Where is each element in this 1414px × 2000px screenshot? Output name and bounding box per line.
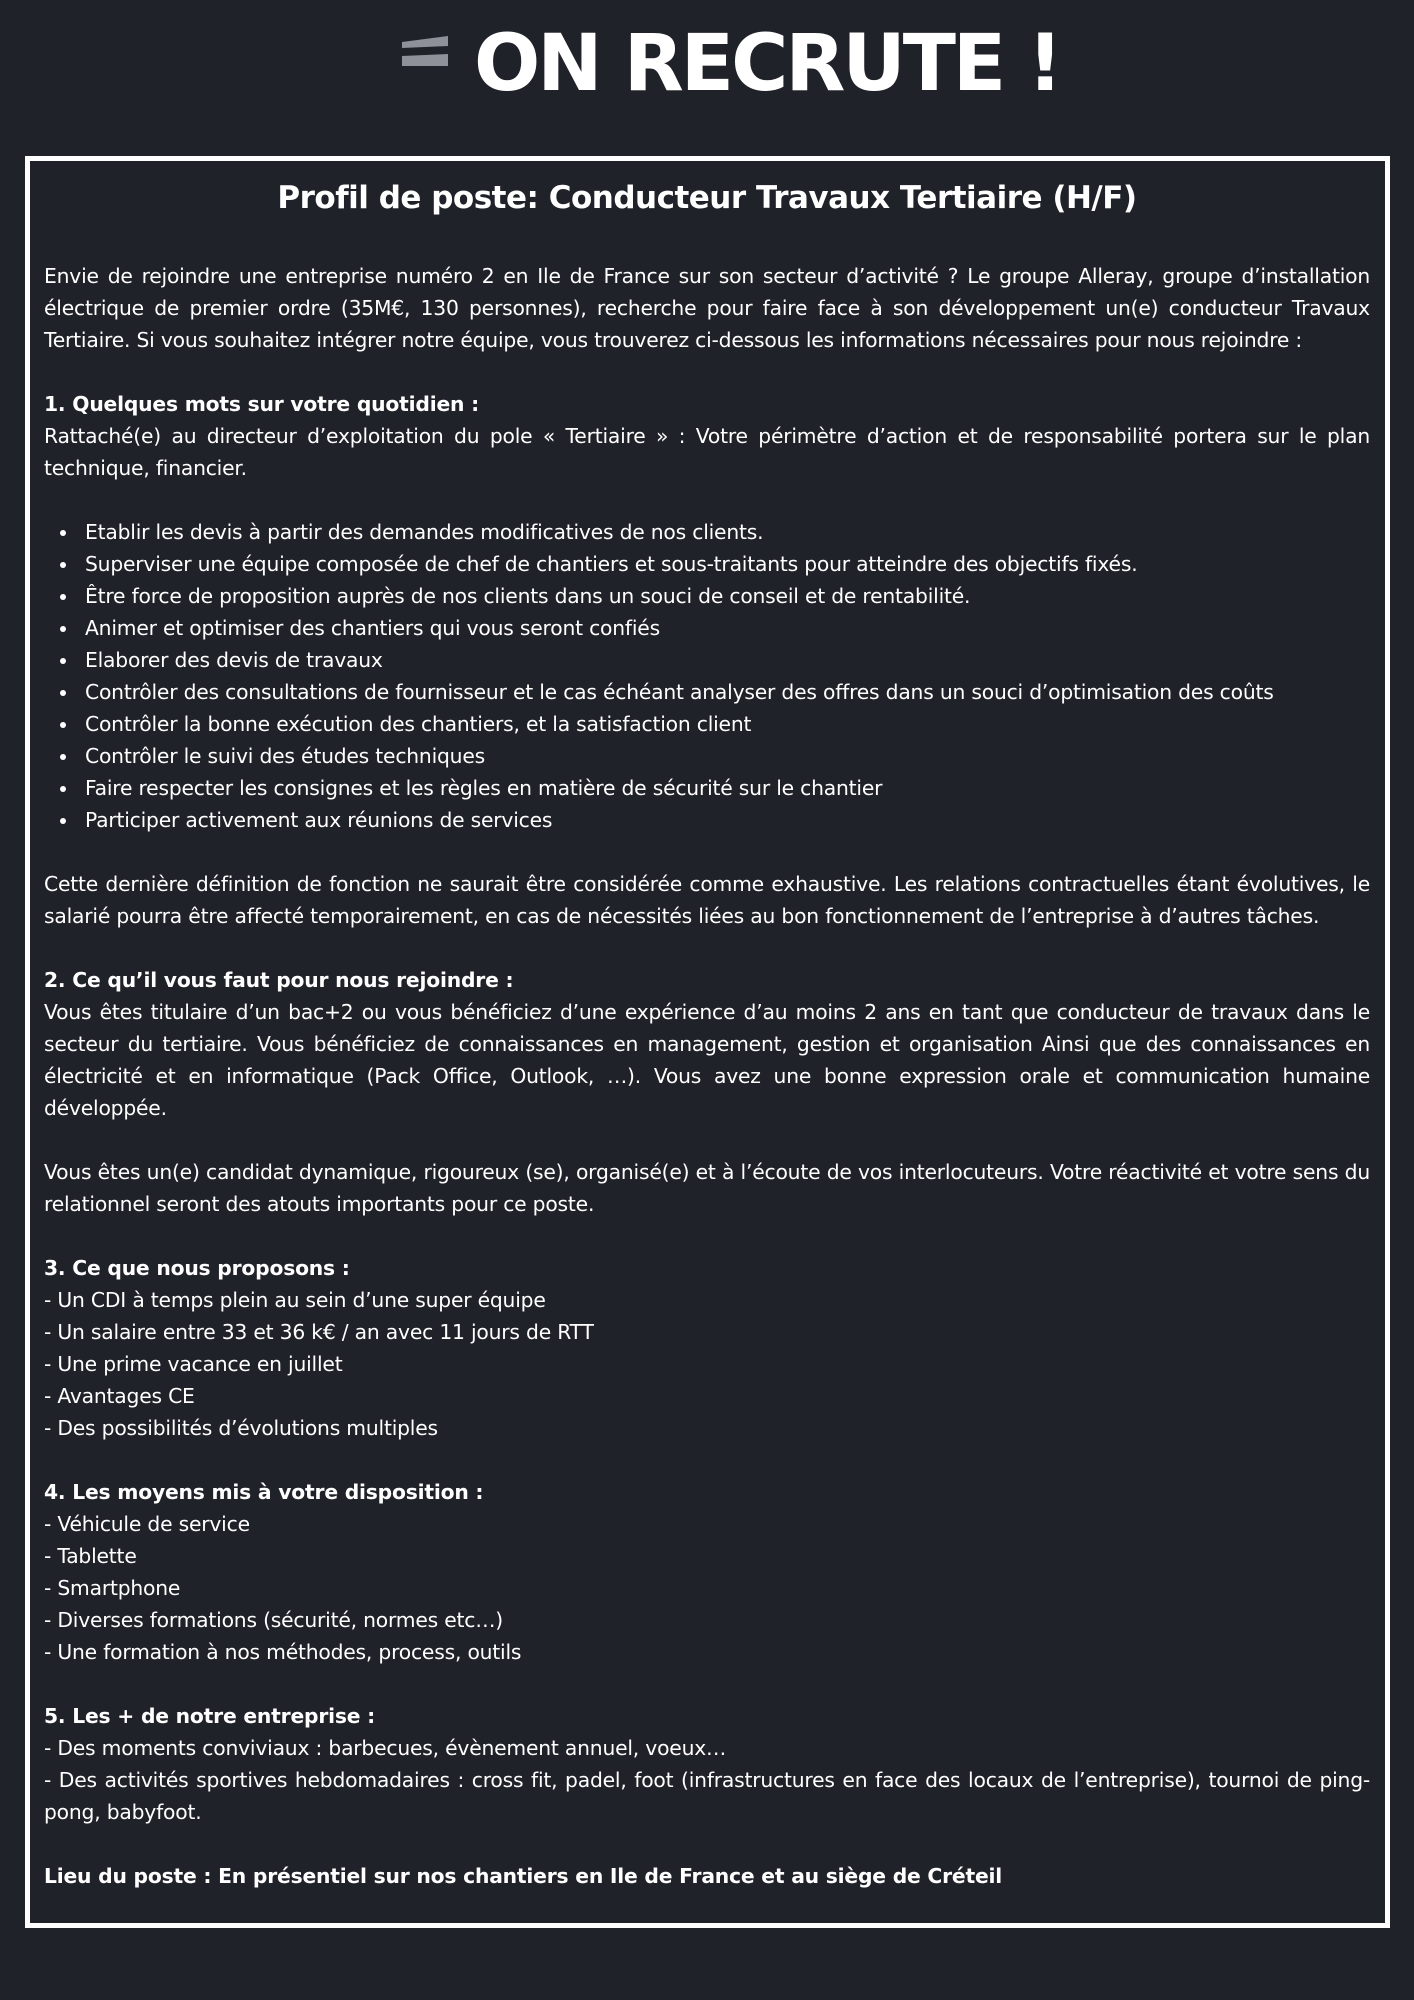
list-item: - Smartphone: [44, 1576, 181, 1600]
page-header: [0, 0, 1414, 150]
list-item: - Une prime vacance en juillet: [44, 1352, 343, 1376]
list-item: - Un salaire entre 33 et 36 k€ / an avec 11 jours de RTT: [44, 1320, 594, 1344]
list-item: Être force de proposition auprès de nos clients dans un souci de conseil et de rentabilité.: [44, 580, 1370, 612]
list-item: Etablir les devis à partir des demandes modificatives de nos clients.: [44, 516, 1370, 548]
list-item: - Des moments conviviaux : barbecues, évènement annuel, voeux…: [44, 1736, 727, 1760]
list-item: - Un CDI à temps plein au sein d’une super équipe: [44, 1288, 546, 1312]
spacer: [44, 356, 1370, 388]
spacer: [44, 484, 1370, 516]
section1-note: Cette dernière définition de fonction ne saurait être considérée comme exhaustive. Les relations contractuelles étant évolutives, le salarié pourra être affecté temporairement, en cas de nécessités liées au bon fonctionnement de l’entreprise à d’autres tâches.: [44, 872, 1370, 928]
profile-title: Profil de poste: Conducteur Travaux Tertiaire (H/F): [277, 180, 1137, 216]
spacer: [44, 932, 1370, 964]
list-item: - Des possibilités d’évolutions multiples: [44, 1416, 438, 1440]
section4-heading: 4. Les moyens mis à votre disposition :: [44, 1480, 484, 1504]
job-description: [44, 170, 1370, 1892]
list-item: Contrôler le suivi des études techniques: [44, 740, 1370, 772]
list-item: Faire respecter les consignes et les règles en matière de sécurité sur le chantier: [44, 772, 1370, 804]
section1-heading: 1. Quelques mots sur votre quotidien :: [44, 392, 480, 416]
spacer: [44, 1828, 1370, 1860]
section2-text2: Vous êtes un(e) candidat dynamique, rigoureux (se), organisé(e) et à l’écoute de vos interlocuteurs. Votre réactivité et votre sens du relationnel seront des atouts importants pour ce poste.: [44, 1160, 1370, 1216]
spacer: [44, 1444, 1370, 1476]
list-item: Animer et optimiser des chantiers qui vous seront confiés: [44, 612, 1370, 644]
list-item: - Tablette: [44, 1544, 137, 1568]
job-location: Lieu du poste : En présentiel sur nos chantiers en Ile de France et au siège de Créteil: [44, 1864, 1003, 1888]
section5-heading: 5. Les + de notre entreprise :: [44, 1704, 376, 1728]
list-item: - Des activités sportives hebdomadaires : cross fit, padel, foot (infrastructures en face des locaux de l’entreprise), tournoi de ping-pong, babyfoot.: [44, 1768, 1370, 1824]
intro-paragraph: Envie de rejoindre une entreprise numéro 2 en Ile de France sur son secteur d’activité ? Le groupe Alleray, groupe d’installation électrique de premier ordre (35M€, 130 personnes), recherche pour faire face à son développement un(e) conducteur Travaux Tertiaire. Si vous souhaitez intégrer notre équipe, vous trouverez ci-dessous les informations nécessaires pour nous rejoindre :: [44, 264, 1370, 352]
spacer: [44, 1220, 1370, 1252]
spacer: [44, 1668, 1370, 1700]
list-item: Contrôler la bonne exécution des chantiers, et la satisfaction client: [44, 708, 1370, 740]
list-item: Superviser une équipe composée de chef de chantiers et sous-traitants pour atteindre des objectifs fixés.: [44, 548, 1370, 580]
section2-text1: Vous êtes titulaire d’un bac+2 ou vous bénéficiez d’une expérience d’au moins 2 ans en tant que conducteur de travaux dans le secteur du tertiaire. Vous bénéficiez de connaissances en management, gestion et organisation Ainsi que des connaissances en électricité et en informatique (Pack Office, Outlook, …). Vous avez une bonne expression orale et communication humaine développée.: [44, 1000, 1370, 1120]
list-item: Contrôler des consultations de fournisseur et le cas échéant analyser des offres dans un souci d’optimisation des coûts: [44, 676, 1370, 708]
spacer: [44, 836, 1370, 868]
list-item: Elaborer des devis de travaux: [44, 644, 1370, 676]
spacer: [44, 1124, 1370, 1156]
list-item: - Véhicule de service: [44, 1512, 250, 1536]
double-dash-logo-icon: [400, 34, 452, 70]
list-item: - Diverses formations (sécurité, normes etc…): [44, 1608, 503, 1632]
task-list: [44, 516, 1370, 836]
list-item: Participer activement aux réunions de services: [44, 804, 1370, 836]
main-title: ON RECRUTE !: [474, 19, 1060, 109]
list-item: - Avantages CE: [44, 1384, 195, 1408]
section2-heading: 2. Ce qu’il vous faut pour nous rejoindre :: [44, 968, 514, 992]
section1-text: Rattaché(e) au directeur d’exploitation du pole « Tertiaire » : Votre périmètre d’action et de responsabilité portera sur le plan technique, financier.: [44, 424, 1370, 480]
list-item: - Une formation à nos méthodes, process, outils: [44, 1640, 522, 1664]
section3-heading: 3. Ce que nous proposons :: [44, 1256, 350, 1280]
